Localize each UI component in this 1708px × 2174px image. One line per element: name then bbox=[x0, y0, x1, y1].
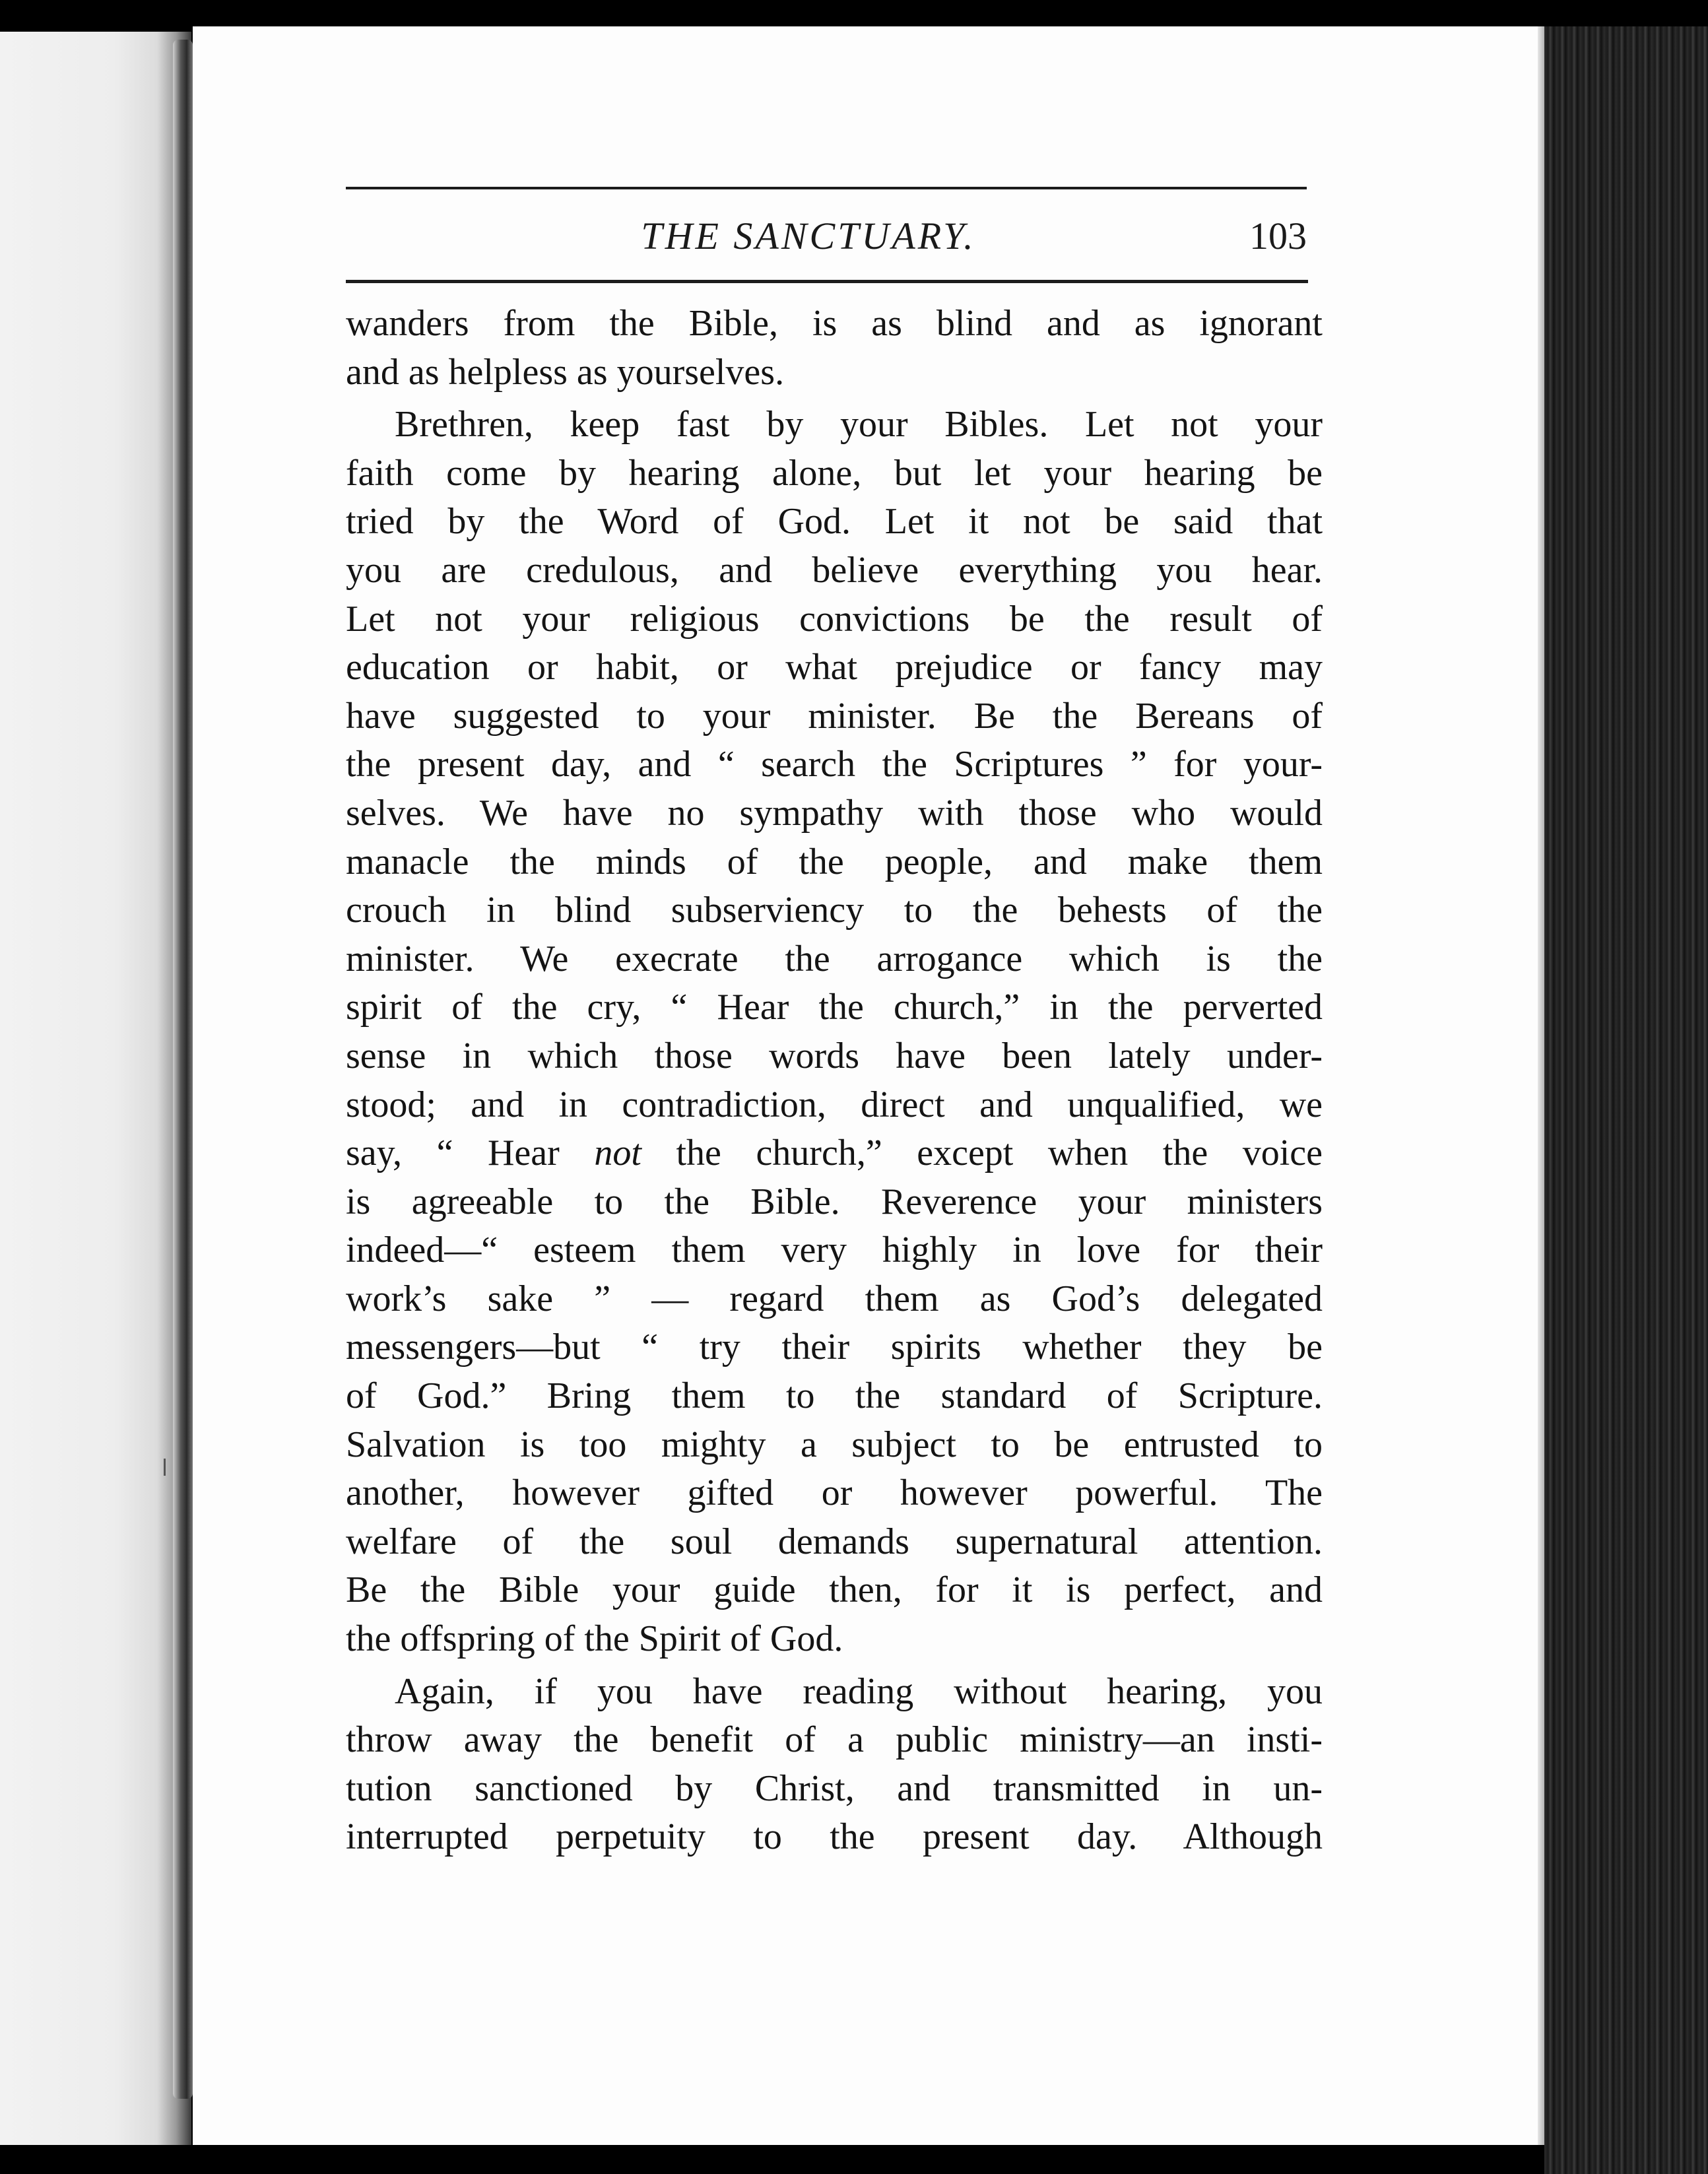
text-line: faith come by hearing alone, but let your hearing be bbox=[346, 452, 1323, 494]
text-line-with-emphasis bbox=[346, 1129, 1323, 1178]
text-line: messengers—but “ try their spirits whether they be bbox=[346, 1327, 1323, 1368]
line-segment: say, “ Hear bbox=[346, 1133, 595, 1174]
text-line: have suggested to your minister. Be the Bereans of bbox=[346, 695, 1323, 737]
text-line: indeed—“ esteem them very highly in love for their bbox=[346, 1230, 1323, 1271]
text-line: interrupted perpetuity to the present day. Although bbox=[346, 1816, 1323, 1858]
emphasis-not: not bbox=[594, 1133, 641, 1174]
text-line: of God.” Bring them to the standard of Scripture. bbox=[346, 1375, 1323, 1417]
text-line: stood; and in contradiction, direct and unqualified, we bbox=[346, 1084, 1323, 1125]
scan-border-bottom bbox=[0, 2145, 1544, 2174]
text-line: minister. We execrate the arrogance which is the bbox=[346, 938, 1323, 979]
text-line: sense in which those words have been lately under- bbox=[346, 1035, 1323, 1076]
text-line: the offspring of the Spirit of God. bbox=[346, 1618, 843, 1660]
text-line: Again, if you have reading without hearing, you bbox=[395, 1670, 1323, 1712]
text-line: education or habit, or what prejudice or fancy may bbox=[346, 647, 1323, 688]
text-line: the present day, and “ search the Scriptures ” for your- bbox=[346, 744, 1323, 785]
text-line: throw away the benefit of a public ministry—an insti- bbox=[346, 1719, 1323, 1761]
page-number: 103 bbox=[1249, 214, 1307, 257]
text-line: selves. We have no sympathy with those who would bbox=[346, 792, 1323, 834]
text-line: Let not your religious convictions be the result of bbox=[346, 598, 1323, 640]
text-line: is agreeable to the Bible. Reverence your ministers bbox=[346, 1181, 1323, 1222]
text-line: crouch in blind subserviency to the behests of the bbox=[346, 890, 1323, 931]
line-segment: the church,” except when the voice bbox=[641, 1133, 1323, 1174]
text-line: spirit of the cry, “ Hear the church,” in the perverted bbox=[346, 987, 1323, 1028]
text-line: Be the Bible your guide then, for it is perfect, and bbox=[346, 1569, 1323, 1611]
text-line: tried by the Word of God. Let it not be said that bbox=[346, 501, 1323, 543]
text-line: wanders from the Bible, is as blind and as ignorant bbox=[346, 303, 1323, 344]
text-line: work’s sake ” — regard them as God’s delegated bbox=[346, 1278, 1323, 1319]
text-line: and as helpless as yourselves. bbox=[346, 351, 785, 393]
header-rule-top bbox=[346, 187, 1307, 189]
header-rule-bottom bbox=[346, 280, 1308, 283]
text-line: Brethren, keep fast by your Bibles. Let not your bbox=[395, 404, 1323, 445]
text-line: Salvation is too mighty a subject to be entrusted to bbox=[346, 1424, 1323, 1465]
margin-mark bbox=[164, 1459, 166, 1476]
body-text bbox=[346, 300, 1323, 1862]
stacked-page-edges bbox=[1544, 26, 1708, 2174]
running-title: THE SANCTUARY. bbox=[641, 214, 976, 257]
text-line: you are credulous, and believe everything you hear. bbox=[346, 549, 1323, 591]
text-line: welfare of the soul demands supernatural attention. bbox=[346, 1521, 1323, 1562]
facing-page-edge bbox=[0, 32, 191, 2150]
text-line: another, however gifted or however powerful. The bbox=[346, 1472, 1323, 1514]
text-line: tution sanctioned by Christ, and transmitted in un- bbox=[346, 1767, 1323, 1809]
text-line: manacle the minds of the people, and make them bbox=[346, 841, 1323, 882]
book-gutter bbox=[173, 40, 193, 2099]
